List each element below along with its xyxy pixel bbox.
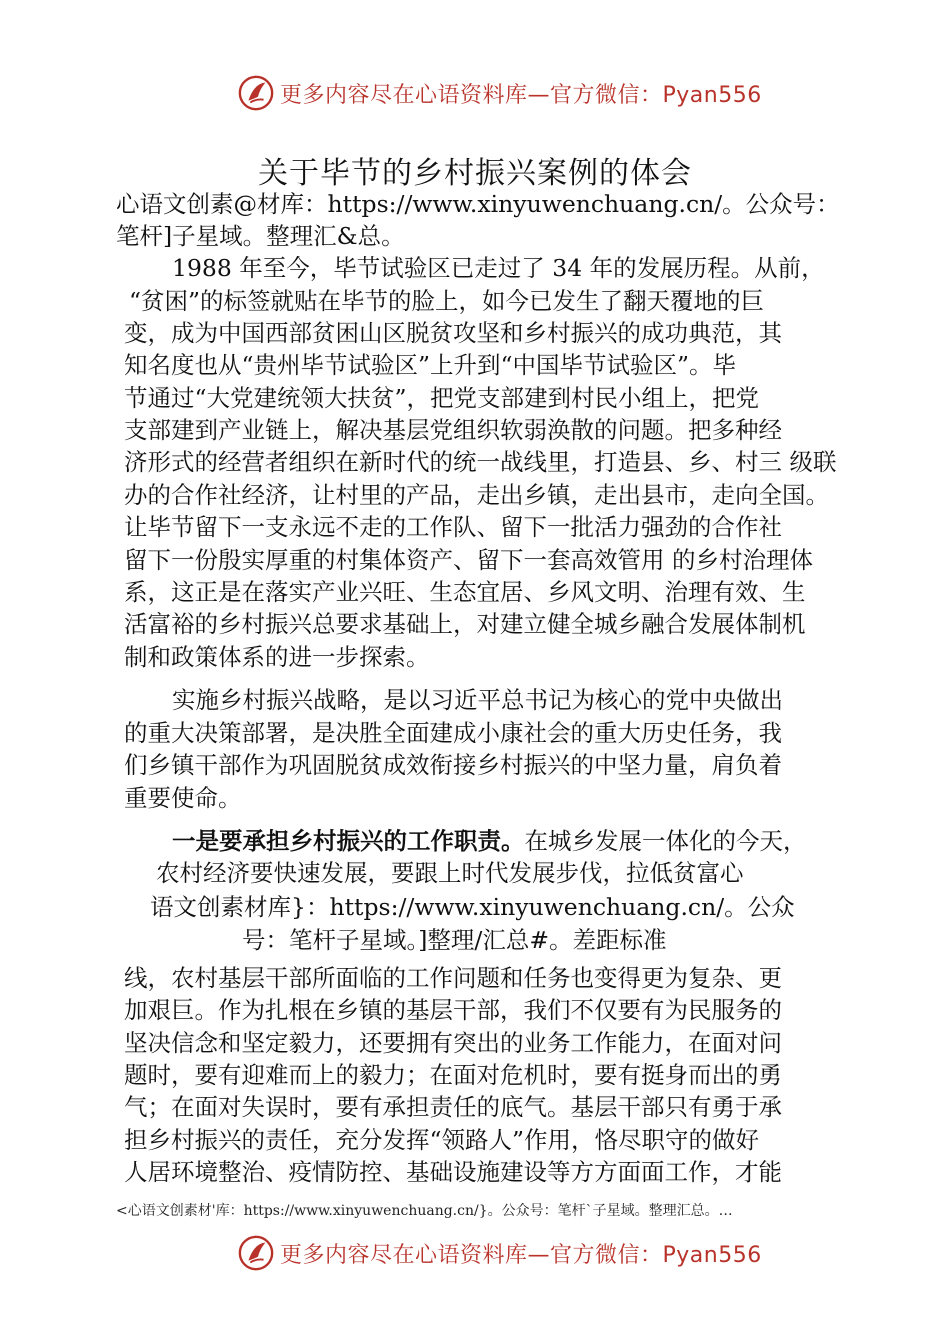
text-line: 留下一份殷实厚重的村集体资产、留下一套高效管用 的乡村治理体 (124, 546, 813, 574)
text-line: 济形式的经营者组织在新时代的统一战线里，打造县、乡、村三 级联 (124, 448, 837, 476)
text-line: 们乡镇干部作为巩固脱贫成效衔接乡村振兴的中坚力量，肩负着 (124, 751, 782, 779)
document-title: 关于毕节的乡村振兴案例的体会 (258, 156, 692, 191)
text-line: 号：笔杆子星域。]整理/汇总#。差距标准 (242, 926, 667, 954)
text-line: 加艰巨。作为扎根在乡镇的基层干部，我们不仅要有为民服务的 (124, 996, 782, 1024)
header-banner (0, 68, 950, 118)
text-line: 语文创素材库}：https://www.xinyuwenchuang.cn/。公众 (150, 893, 795, 921)
text-line: 农村经济要快速发展，要跟上时代发展步伐，拉低贫富心 (156, 859, 744, 887)
text-line: 笔杆]子星域。整理汇&总。 (116, 222, 405, 250)
footer-note: <心语文创素材'库：https://www.xinyuwenchuang.cn/}。公众号：笔杆`子星域。整理汇总。… (116, 1203, 733, 1219)
text-line: “贫困”的标签就贴在毕节的脸上，如今已发生了翻天覆地的巨 (129, 287, 765, 315)
text-line: 制和政策体系的进一步探索。 (124, 643, 430, 671)
brand-logo-icon (237, 74, 275, 112)
text-line: 节通过“大党建统领大扶贫”，把党支部建到村民小组上，把党 (124, 384, 760, 412)
text-line: 心语文创素@材库：https://www.xinyuwenchuang.cn/。公众号： (116, 190, 840, 218)
text-line: 重要使命。 (124, 784, 242, 812)
text-line-rest: 在城乡发展一体化的今天， (524, 827, 807, 855)
text-line: 知名度也从“贵州毕节试验区”上升到“中国毕节试验区”。毕 (124, 351, 737, 379)
brand-logo-icon (237, 1234, 275, 1272)
text-line: 气；在面对失误时，要有承担责任的底气。基层干部只有勇于承 (124, 1093, 782, 1121)
text-line: 坚决信念和坚定毅力，还要拥有突出的业务工作能力，在面对问 (124, 1029, 782, 1057)
text-line: 线，农村基层干部所面临的工作问题和任务也变得更为复杂、更 (124, 964, 782, 992)
banner-text: 更多内容尽在心语资料库—官方微信：Pyan556 (280, 83, 762, 108)
text-line: 办的合作社经济，让村里的产品，走出乡镇，走出县市，走向全国。 (124, 481, 829, 509)
text-line: 让毕节留下一支永远不走的工作队、留下一批活力强劲的合作社 (124, 513, 782, 541)
banner-text: 更多内容尽在心语资料库—官方微信：Pyan556 (280, 1243, 762, 1268)
text-line (172, 827, 807, 855)
text-line: 的重大决策部署，是决胜全面建成小康社会的重大历史任务，我 (124, 719, 782, 747)
text-line: 题时，要有迎难而上的毅力；在面对危机时，要有挺身而出的勇 (124, 1061, 782, 1089)
text-line: 变，成为中国西部贫困山区脱贫攻坚和乡村振兴的成功典范，其 (124, 319, 782, 347)
text-line: 系，这正是在落实产业兴旺、生态宜居、乡风文明、治理有效、生 (124, 578, 806, 606)
text-line: 人居环境整治、疫情防控、基础设施建设等方方面面工作，才能 (124, 1158, 782, 1186)
text-line: 活富裕的乡村振兴总要求基础上，对建立健全城乡融合发展体制机 (124, 610, 806, 638)
text-line: 支部建到产业链上，解决基层党组织软弱涣散的问题。把多种经 (124, 416, 782, 444)
text-line: 担乡村振兴的责任，充分发挥“领路人”作用，恪尽职守的做好 (124, 1126, 760, 1154)
footer-banner (0, 1228, 950, 1278)
text-line: 实施乡村振兴战略，是以习近平总书记为核心的党中央做出 (172, 686, 783, 714)
text-line: 1988 年至今，毕节试验区已走过了 34 年的发展历程。从前， (172, 254, 825, 282)
bold-lead-sentence: 一是要承担乡村振兴的工作职责。 (172, 827, 525, 855)
